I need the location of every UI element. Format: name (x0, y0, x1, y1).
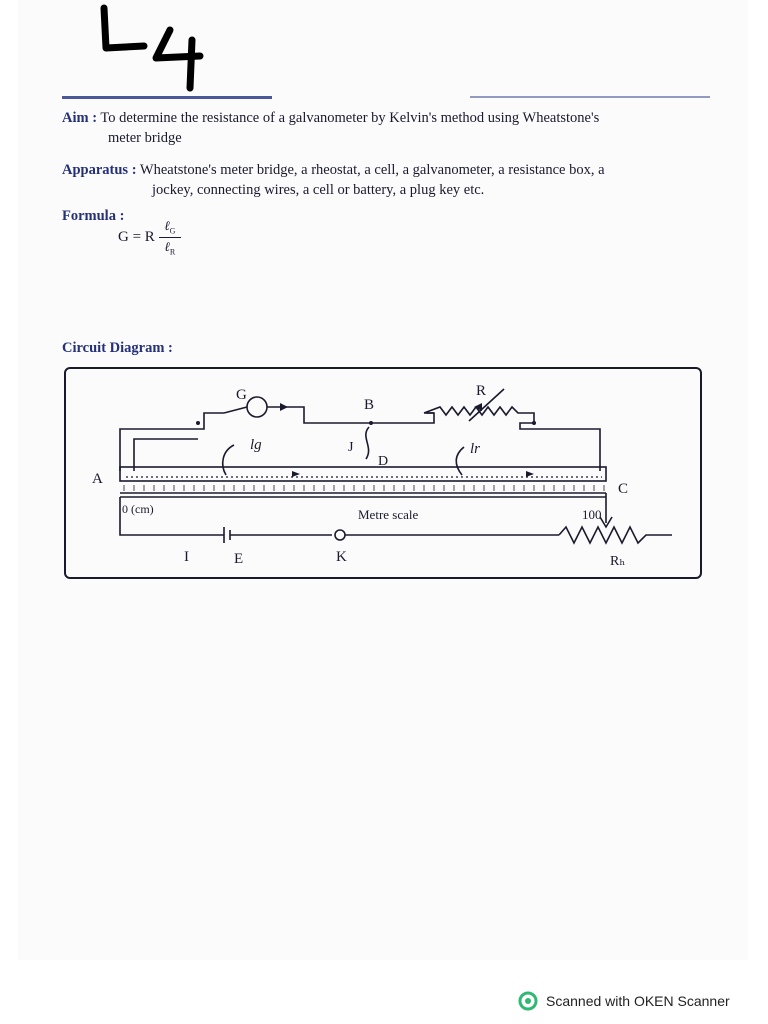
label-Rh: Rₕ (610, 554, 626, 569)
label-I: I (184, 549, 189, 565)
apparatus-text-line2: jockey, connecting wires, a cell or battery, a plug key etc. (152, 182, 485, 198)
label-hundred: 100 (582, 507, 602, 522)
label-zero-cm: 0 (cm) (122, 502, 154, 516)
formula-label: Formula : (62, 208, 125, 224)
handwritten-label-graphic (92, 0, 212, 100)
fraction-bar (159, 237, 181, 238)
label-A: A (92, 471, 103, 487)
label-G: G (236, 387, 247, 403)
formula-denominator: ℓ$_R$ (164, 238, 176, 257)
label-D: D (378, 454, 389, 469)
label-metre-scale: Metre scale (358, 507, 419, 522)
circuit-diagram-label: Circuit Diagram : (62, 340, 173, 356)
apparatus-label: Apparatus : (62, 162, 137, 178)
label-J: J (348, 440, 354, 455)
formula-lhs: G = R (118, 228, 155, 245)
label-lg: lg (250, 437, 262, 453)
header-rule-left (62, 96, 272, 99)
label-B: B (364, 397, 375, 413)
aim-label: Aim : (62, 110, 98, 126)
circuit-diagram (64, 367, 702, 579)
formula-numerator: ℓ$_G$ (164, 218, 176, 236)
apparatus-text-line1: Wheatstone's meter bridge, a rheostat, a cell, a galvanometer, a resistance box, a (139, 162, 605, 178)
scanner-footer-text: Scanned with OKEN Scanner (546, 993, 730, 1009)
scanner-footer (518, 990, 730, 1012)
formula-expression (118, 218, 181, 256)
label-E: E (234, 551, 244, 567)
header-rule-right (470, 96, 710, 98)
label-R: R (476, 383, 487, 399)
formula-fraction (159, 218, 181, 256)
aim-section (62, 108, 722, 148)
aim-text-line2: meter bridge (108, 130, 182, 146)
label-K: K (336, 549, 347, 565)
scanner-logo-icon (518, 991, 538, 1011)
label-C: C (618, 481, 629, 497)
apparatus-section (62, 160, 722, 200)
aim-text-line1: To determine the resistance of a galvanometer by Kelvin's method using Wheatstone's (100, 110, 600, 126)
label-lr: lr (470, 441, 481, 457)
